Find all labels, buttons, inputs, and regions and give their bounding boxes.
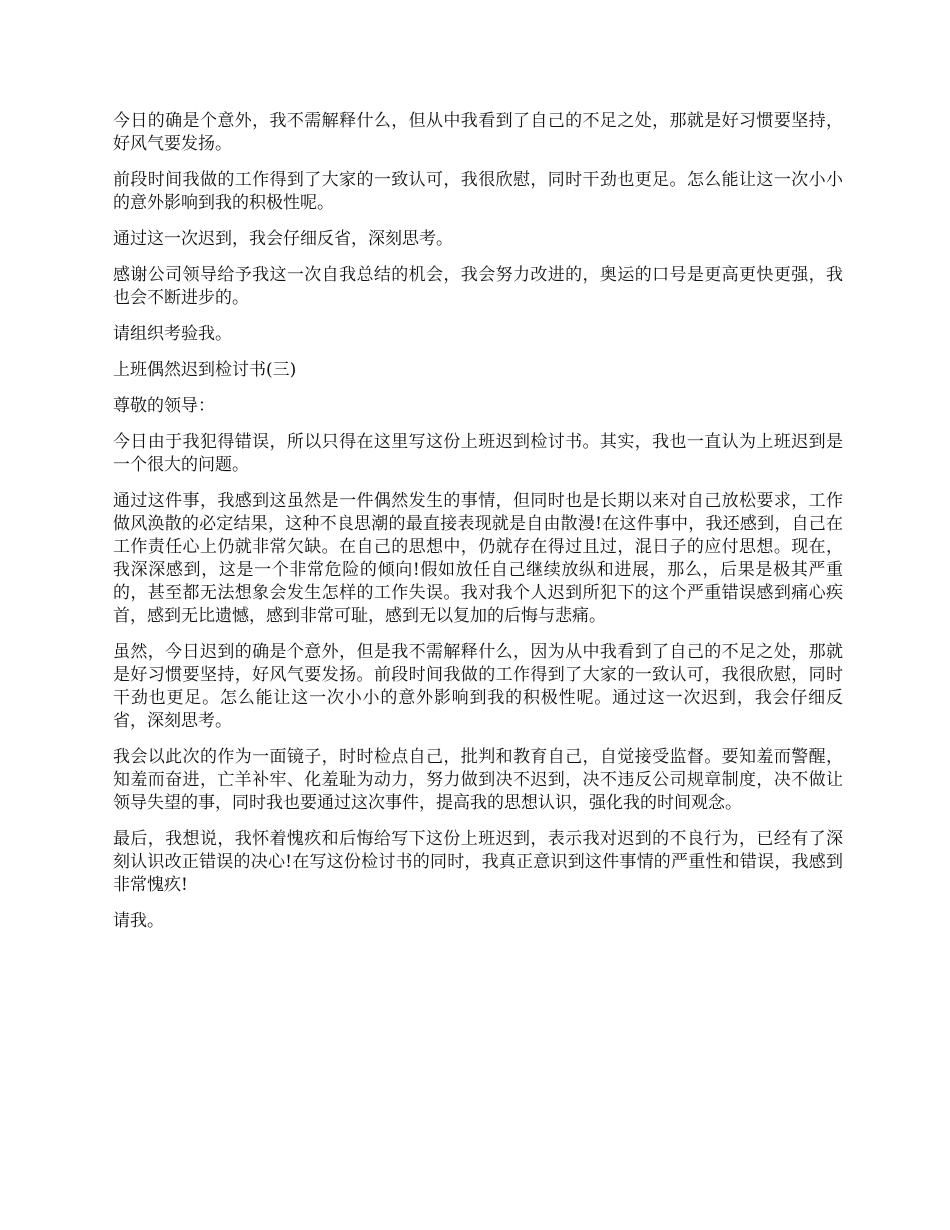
section-heading: 上班偶然迟到检讨书(三) xyxy=(113,360,297,380)
paragraph-11: 我会以此次的作为一面镜子，时时检点自己，批判和教育自己，自觉接受监督。要知羞而警醒，知羞而奋进，亡羊补牢、化羞耻为动力，努力做到决不迟到，决不违反公司规章制度，决不做让领导失望的事，同时我也要通过这次事件，提高我的思想认识，强化我的时间观念。 xyxy=(113,747,843,813)
paragraph-10: 虽然，今日迟到的确是个意外，但是我不需解释什么，因为从中我看到了自己的不足之处，那就是好习惯要坚持，好风气要发扬。前段时间我做的工作得到了大家的一致认可，我很欣慰，同时干劲也更足。怎么能让这一次小小的意外影响到我的积极性呢。通过这一次迟到，我会仔细反省，深刻思考。 xyxy=(113,642,843,731)
document-body xyxy=(113,110,843,946)
paragraph-12: 最后，我想说，我怀着愧疚和后悔给写下这份上班迟到，表示我对迟到的不良行为，已经有了深刻认识改正错误的决心!在写这份检讨书的同时，我真正意识到这件事情的严重性和错误，我感到非常愧疚! xyxy=(113,829,843,895)
paragraph-5: 请组织考验我。 xyxy=(113,324,232,344)
paragraph-4: 感谢公司领导给予我这一次自我总结的机会，我会努力改进的，奥运的口号是更高更快更强，我也会不断进步的。 xyxy=(113,265,843,308)
paragraph-3: 通过这一次迟到，我会仔细反省，深刻思考。 xyxy=(113,229,453,249)
paragraph-8: 今日由于我犯得错误，所以只得在这里写这份上班迟到检讨书。其实，我也一直认为上班迟到是一个很大的问题。 xyxy=(113,432,843,475)
paragraph-9: 通过这件事，我感到这虽然是一件偶然发生的事情，但同时也是长期以来对自己放松要求，工作做风涣散的必定结果，这种不良思潮的最直接表现就是自由散漫!在这件事中，我还感到，自己在工作责任心上仍就非常欠缺。在自己的思想中，仍就存在得过且过，混日子的应付思想。现在，我深深感到，这是一个非常危险的倾向!假如放任自己继续放纵和进展，那么，后果是极其严重的，甚至都无法想象会发生怎样的工作失误。我对我个人迟到所犯下的这个严重错误感到痛心疾首，感到无比遗憾，感到非常可耻，感到无以复加的后悔与悲痛。 xyxy=(113,491,843,626)
closing-line: 请我。 xyxy=(113,911,164,931)
paragraph-1: 今日的确是个意外，我不需解释什么，但从中我看到了自己的不足之处，那就是好习惯要坚持，好风气要发扬。 xyxy=(113,111,843,154)
salutation: 尊敬的领导： xyxy=(113,396,215,416)
paragraph-2: 前段时间我做的工作得到了大家的一致认可，我很欣慰，同时干劲也更足。怎么能让这一次小小的意外影响到我的积极性呢。 xyxy=(113,170,843,213)
